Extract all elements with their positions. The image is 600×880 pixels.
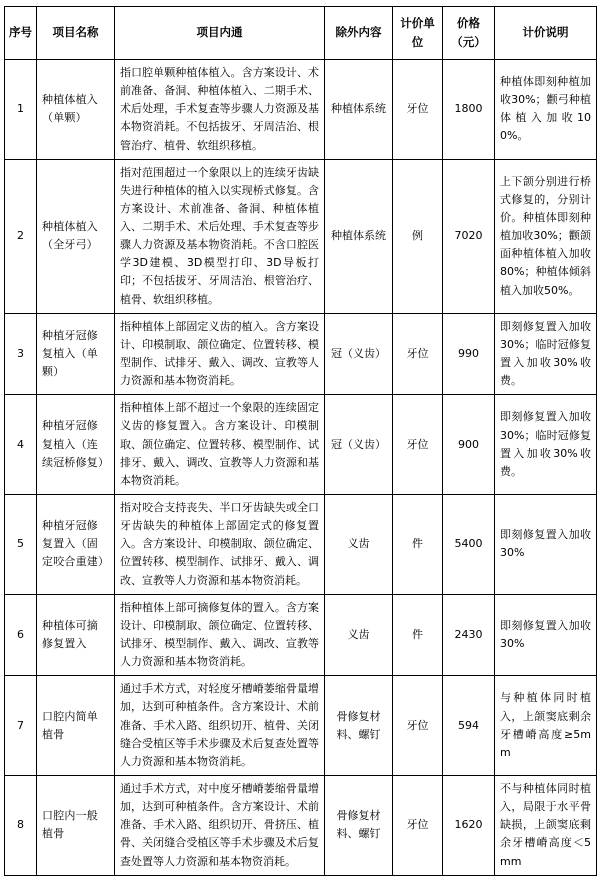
cell-note: 即刻修复置入加收30% bbox=[495, 594, 597, 676]
cell-note: 即刻修复置入加收30%；临时冠修复置入加收30%收费。 bbox=[495, 395, 597, 495]
cell-index: 2 bbox=[5, 159, 37, 313]
column-header-note: 计价说明 bbox=[495, 7, 597, 60]
table-body bbox=[5, 59, 597, 875]
cell-content: 指种植体上部不超过一个象限的连续固定义齿的修复置入。含方案设计、印模制取、颌位确定、位置转移、模型制作、试排牙、戴入、调改、宣教等人力资源和基本物资消耗。 bbox=[115, 395, 325, 495]
cell-exclude: 冠（义齿） bbox=[325, 313, 393, 395]
cell-unit: 牙位 bbox=[393, 395, 443, 495]
cell-name: 口腔内一般植骨 bbox=[37, 776, 115, 876]
table-row bbox=[5, 395, 597, 495]
cell-unit: 件 bbox=[393, 495, 443, 595]
table-row bbox=[5, 495, 597, 595]
cell-index: 6 bbox=[5, 594, 37, 676]
cell-name: 种植牙冠修复置入（固定咬合重建） bbox=[37, 495, 115, 595]
column-header-name: 项目名称 bbox=[37, 7, 115, 60]
cell-name: 口腔内简单植骨 bbox=[37, 676, 115, 776]
cell-exclude: 骨修复材料、螺钉 bbox=[325, 676, 393, 776]
cell-exclude: 种植体系统 bbox=[325, 159, 393, 313]
table-row bbox=[5, 594, 597, 676]
table-row bbox=[5, 313, 597, 395]
cell-price: 5400 bbox=[443, 495, 495, 595]
cell-unit: 牙位 bbox=[393, 313, 443, 395]
cell-content: 指对范围超过一个象限以上的连续牙齿缺失进行种植体的植入以实现桥式修复。含方案设计、术前准备、备洞、种植体植入、二期手术、术后处理、手术复查等步骤人力资源及基本物资消耗。不含口腔医学3D建模、3D模型打印、3D导板打印；不包括拔牙、牙周洁治、根管治疗、植骨、软组织移植。 bbox=[115, 159, 325, 313]
cell-content: 指对咬合支持丧失、半口牙齿缺失或全口牙齿缺失的种植体上部固定式的修复置入。含方案设计、印模制取、颌位确定、位置转移、模型制作、试排牙、戴入、调改、宣教等人力资源和基本物资消耗。 bbox=[115, 495, 325, 595]
cell-note: 上下颌分别进行桥式修复的，分别计价。种植体即刻种植加收30%；颧颌面种植体植入加收80%；种植体倾斜植入加收50%。 bbox=[495, 159, 597, 313]
cell-index: 8 bbox=[5, 776, 37, 876]
cell-price: 2430 bbox=[443, 594, 495, 676]
cell-exclude: 义齿 bbox=[325, 495, 393, 595]
column-header-unit: 计价单位 bbox=[393, 7, 443, 60]
cell-note: 不与种植体同时植入，局限于水平骨缺损，上颌窦底剩余牙槽嵴高度＜5mm bbox=[495, 776, 597, 876]
cell-content: 指种植体上部可摘修复体的置入。含方案设计、印模制取、颌位确定、位置转移、试排牙、模型制作、戴入、调改、宣教等人力资源和基本物资消耗。 bbox=[115, 594, 325, 676]
cell-content: 指口腔单颗种植体植入。含方案设计、术前准备、备洞、种植体植入、二期手术、术后处理，手术复查等步骤人力资源及基本物资消耗。不包括拔牙、牙周洁治、根管治疗、植骨、软组织移植。 bbox=[115, 59, 325, 159]
cell-unit: 牙位 bbox=[393, 676, 443, 776]
table-row bbox=[5, 159, 597, 313]
cell-price: 1800 bbox=[443, 59, 495, 159]
cell-index: 4 bbox=[5, 395, 37, 495]
column-header-content: 项目内通 bbox=[115, 7, 325, 60]
cell-content: 通过手术方式，对轻度牙槽嵴萎缩骨量增加，达到可种植条件。含方案设计、术前准备、手术入路、组织切开、植骨、关闭缝合受植区等手术步骤及术后复查处置等人力资源和基本物资消耗。 bbox=[115, 676, 325, 776]
table-header-row bbox=[5, 7, 597, 60]
cell-name: 种植牙冠修复植入（单颗） bbox=[37, 313, 115, 395]
column-header-exclude: 除外内容 bbox=[325, 7, 393, 60]
cell-note: 即刻修复置入加收30% bbox=[495, 495, 597, 595]
cell-note: 与种植体同时植入，上颌窦底剩余牙槽嵴高度≥5mm bbox=[495, 676, 597, 776]
table-row bbox=[5, 776, 597, 876]
dental-implant-price-table bbox=[4, 6, 597, 876]
cell-content: 通过手术方式，对中度牙槽嵴萎缩骨量增加，达到可种植条件。含方案设计、术前准备、手术入路、组织切开、骨挤压、植骨、关闭缝合受植区等手术步骤及术后复查处置等人力资源和基本物资消耗。 bbox=[115, 776, 325, 876]
cell-exclude: 冠（义齿） bbox=[325, 395, 393, 495]
table-row bbox=[5, 59, 597, 159]
column-header-price-line1: 价格 bbox=[457, 16, 480, 30]
cell-note: 即刻修复置入加收30%；临时冠修复置入加收30%收费。 bbox=[495, 313, 597, 395]
cell-price: 1620 bbox=[443, 776, 495, 876]
cell-unit: 牙位 bbox=[393, 59, 443, 159]
column-header-price-line2: （元） bbox=[451, 34, 486, 49]
cell-price: 900 bbox=[443, 395, 495, 495]
column-header-index: 序号 bbox=[5, 7, 37, 60]
cell-price: 990 bbox=[443, 313, 495, 395]
cell-index: 3 bbox=[5, 313, 37, 395]
cell-price: 594 bbox=[443, 676, 495, 776]
cell-name: 种植体植入（全牙弓） bbox=[37, 159, 115, 313]
cell-index: 5 bbox=[5, 495, 37, 595]
cell-index: 7 bbox=[5, 676, 37, 776]
cell-price: 7020 bbox=[443, 159, 495, 313]
cell-exclude: 种植体系统 bbox=[325, 59, 393, 159]
cell-unit: 件 bbox=[393, 594, 443, 676]
cell-name: 种植牙冠修复植入（连续冠桥修复） bbox=[37, 395, 115, 495]
cell-index: 1 bbox=[5, 59, 37, 159]
cell-name: 种植体植入（单颗） bbox=[37, 59, 115, 159]
cell-note: 种植体即刻种植加收30%；颧弓种植体植入加收100%。 bbox=[495, 59, 597, 159]
column-header-price bbox=[443, 7, 495, 60]
cell-exclude: 骨修复材料、螺钉 bbox=[325, 776, 393, 876]
table-row bbox=[5, 676, 597, 776]
cell-unit: 牙位 bbox=[393, 776, 443, 876]
cell-unit: 例 bbox=[393, 159, 443, 313]
cell-exclude: 义齿 bbox=[325, 594, 393, 676]
cell-content: 指种植体上部固定义齿的植入。含方案设计、印模制取、颌位确定、位置转移、模型制作、试排牙、戴入、调改、宣教等人力资源和基本物资消耗。 bbox=[115, 313, 325, 395]
cell-name: 种植体可摘修复置入 bbox=[37, 594, 115, 676]
